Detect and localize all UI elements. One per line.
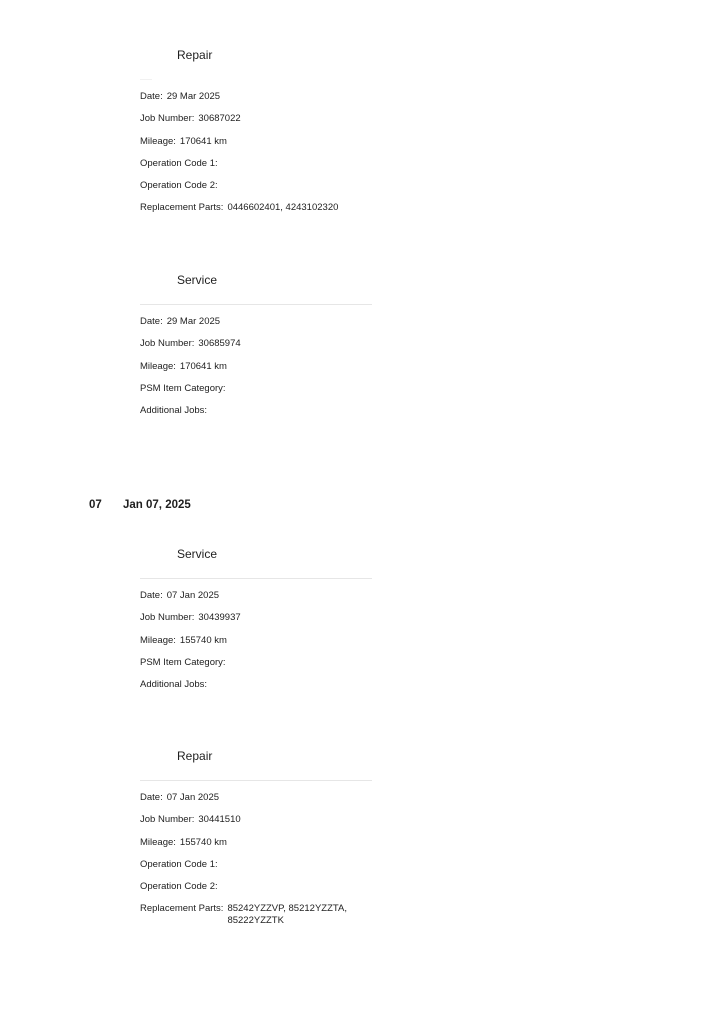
detail-value: 30441510 — [198, 814, 241, 826]
detail-row — [140, 903, 372, 927]
record-type-title: Repair — [177, 749, 213, 763]
detail-label: Operation Code 1: — [140, 858, 218, 870]
detail-value: 07 Jan 2025 — [166, 590, 220, 601]
detail-row — [140, 158, 372, 180]
detail-row — [140, 316, 372, 338]
date-group-header — [89, 499, 191, 511]
record-details — [140, 792, 372, 927]
detail-row — [140, 361, 372, 383]
divider — [140, 578, 372, 579]
detail-row — [140, 383, 372, 405]
detail-label: Mileage: — [140, 836, 176, 848]
detail-label: Date: — [140, 590, 163, 601]
record-details — [140, 590, 372, 701]
detail-label: Job Number: — [140, 612, 195, 624]
detail-label: Replacement Parts: — [140, 202, 224, 214]
record-type-title: Service — [177, 273, 218, 287]
detail-value: 0446602401, 4243102320 — [227, 202, 339, 214]
detail-value: 30439937 — [198, 612, 241, 624]
divider — [140, 79, 152, 80]
detail-row — [140, 679, 372, 701]
date-group-date: Jan 07, 2025 — [123, 499, 191, 511]
detail-value: 30685974 — [198, 338, 241, 350]
detail-row — [140, 635, 372, 657]
repair-record-card — [140, 748, 372, 927]
detail-value: 155740 km — [179, 634, 227, 646]
detail-value: 07 Jan 2025 — [166, 792, 220, 803]
detail-row — [140, 113, 372, 135]
divider — [140, 304, 372, 305]
detail-label: Job Number: — [140, 113, 195, 125]
record-type-title: Service — [177, 547, 218, 561]
detail-row — [140, 792, 372, 814]
detail-row — [140, 202, 372, 224]
detail-value: 170641 km — [179, 135, 227, 147]
detail-row — [140, 180, 372, 202]
detail-value: 29 Mar 2025 — [166, 316, 221, 327]
detail-value: 85242YZZVP, 85212YZZTA, 85222YZZTK — [227, 903, 347, 927]
detail-row — [140, 91, 372, 113]
detail-row — [140, 136, 372, 158]
detail-row — [140, 338, 372, 360]
detail-label: Job Number: — [140, 338, 195, 350]
detail-label: Operation Code 2: — [140, 180, 218, 192]
detail-value: 30687022 — [198, 113, 241, 125]
detail-label: Operation Code 2: — [140, 881, 218, 893]
detail-label: Mileage: — [140, 135, 176, 147]
detail-row — [140, 881, 372, 903]
record-details — [140, 91, 372, 225]
service-record-card — [140, 546, 372, 701]
detail-label: PSM Item Category: — [140, 382, 226, 394]
service-record-card — [140, 272, 372, 427]
detail-label: Additional Jobs: — [140, 679, 208, 691]
detail-value: 155740 km — [179, 836, 227, 848]
record-details — [140, 316, 372, 427]
divider — [140, 780, 372, 781]
detail-label: Replacement Parts: — [140, 903, 224, 915]
detail-value: 170641 km — [179, 360, 227, 372]
detail-row — [140, 405, 372, 427]
date-group-day: 07 — [89, 499, 102, 511]
detail-label: Mileage: — [140, 360, 176, 372]
detail-row — [140, 657, 372, 679]
detail-label: Date: — [140, 316, 163, 327]
detail-row — [140, 859, 372, 881]
detail-value: 29 Mar 2025 — [166, 91, 221, 102]
detail-row — [140, 612, 372, 634]
record-type-title: Repair — [177, 48, 213, 62]
detail-label: Additional Jobs: — [140, 405, 208, 417]
detail-label: Date: — [140, 91, 163, 102]
detail-label: Date: — [140, 792, 163, 803]
detail-row — [140, 837, 372, 859]
detail-row — [140, 814, 372, 836]
detail-label: PSM Item Category: — [140, 656, 226, 668]
repair-record-card — [140, 47, 372, 225]
detail-label: Mileage: — [140, 634, 176, 646]
detail-row — [140, 590, 372, 612]
detail-label: Operation Code 1: — [140, 157, 218, 169]
detail-label: Job Number: — [140, 814, 195, 826]
